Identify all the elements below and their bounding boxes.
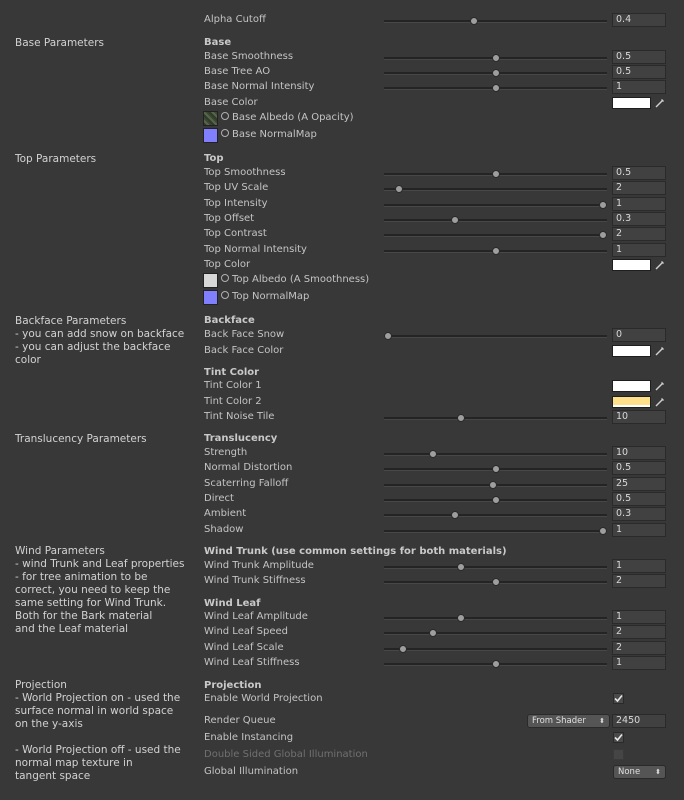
property-row-normal-distortion <box>0 461 684 476</box>
base-tree-ao-slider-track[interactable] <box>384 72 607 75</box>
description-line: Projection <box>15 679 67 691</box>
texture-slot-name: Top NormalMap <box>232 291 310 302</box>
property-row-global-illumination <box>0 765 684 780</box>
wind-leaf-amplitude-slider-track[interactable] <box>384 617 607 620</box>
property-row-top-intensity <box>0 197 684 212</box>
dropdown-value: From Shader <box>532 716 586 726</box>
property-label: Wind Trunk Amplitude <box>204 560 314 571</box>
property-label: Scaterring Falloff <box>204 478 289 489</box>
property-label: Back Face Color <box>204 345 284 356</box>
normal-distortion-slider-thumb[interactable] <box>492 465 500 473</box>
section-description-base <box>15 37 195 50</box>
description-line: surface normal in world space <box>15 705 174 717</box>
wind-leaf-stiffness-slider-thumb[interactable] <box>492 660 500 668</box>
property-row-wind-trunk-stiffness <box>0 574 684 589</box>
property-row-enable-instancing <box>0 731 684 746</box>
tint-noise-tile-slider-track[interactable] <box>384 417 607 420</box>
property-label: Render Queue <box>204 715 276 726</box>
property-row-tint-color-2 <box>0 395 684 410</box>
property-label: Top UV Scale <box>204 182 269 193</box>
property-row-back-face-snow <box>0 328 684 343</box>
wind-leaf-amplitude-slider-thumb[interactable] <box>457 614 465 622</box>
tint-color-1-swatch[interactable] <box>612 380 651 392</box>
object-picker-icon[interactable] <box>221 112 229 120</box>
property-label: Double Sided Global Illumination <box>204 749 368 760</box>
property-label: Top Normal Intensity <box>204 244 307 255</box>
wind-trunk-stiffness-value-field[interactable]: 2 <box>612 574 666 588</box>
property-row-wind-leaf-stiffness <box>0 656 684 671</box>
section-description-top <box>15 153 195 166</box>
direct-slider-track[interactable] <box>384 499 607 502</box>
property-label: Alpha Cutoff <box>204 14 266 25</box>
alpha-bar <box>613 405 650 407</box>
description-line: - wind Trunk and Leaf properties <box>15 558 185 570</box>
alpha-cutoff-slider-track[interactable] <box>384 20 607 23</box>
property-row-render-queue <box>0 714 684 729</box>
description-line: Base Parameters <box>15 37 105 49</box>
render-queue-value-field[interactable]: 2450 <box>612 714 666 728</box>
group-header-projection: Projection <box>204 680 262 691</box>
description-line: normal map texture in <box>15 757 133 769</box>
eyedropper-icon[interactable] <box>654 380 666 392</box>
object-picker-icon[interactable] <box>221 129 229 137</box>
wind-leaf-stiffness-value-field[interactable]: 1 <box>612 656 666 670</box>
direct-value-field[interactable]: 0.5 <box>612 492 666 506</box>
property-row-base-color <box>0 96 684 111</box>
top-smoothness-slider-thumb[interactable] <box>492 170 500 178</box>
property-row-top-smoothness <box>0 166 684 181</box>
base-color-swatch[interactable] <box>612 97 651 109</box>
description-line: - you can add snow on backface <box>15 328 185 340</box>
back-face-color-swatch[interactable] <box>612 345 651 357</box>
texture-slot-label <box>221 274 369 285</box>
scaterring-falloff-slider-thumb[interactable] <box>489 481 497 489</box>
property-label: Strength <box>204 447 248 458</box>
description-line: Top Parameters <box>15 153 97 165</box>
wind-trunk-amplitude-value-field[interactable]: 1 <box>612 559 666 573</box>
enable-instancing-checkbox[interactable] <box>613 732 624 743</box>
property-label: Base Normal Intensity <box>204 81 315 92</box>
property-row-wind-leaf-scale <box>0 641 684 656</box>
top-intensity-value-field[interactable]: 1 <box>612 197 666 211</box>
property-row-ambient <box>0 507 684 522</box>
property-row-base-albedo-a-opacity <box>0 111 684 126</box>
property-label: Tint Noise Tile <box>204 411 275 422</box>
texture-slot-label <box>221 291 309 302</box>
ambient-slider-track[interactable] <box>384 514 607 517</box>
property-label: Base Smoothness <box>204 51 294 62</box>
property-row-enable-world-projection <box>0 692 684 707</box>
wind-leaf-amplitude-value-field[interactable]: 1 <box>612 610 666 624</box>
property-label: Top Smoothness <box>204 167 286 178</box>
wind-trunk-amplitude-slider-track[interactable] <box>384 566 607 569</box>
global-illumination-dropdown[interactable] <box>613 765 666 779</box>
group-header-wind-trunk: Wind Trunk (use common settings for both materials) <box>204 546 507 557</box>
property-row-top-normal-intensity <box>0 243 684 258</box>
property-row-double-sided-global-illumination <box>0 748 684 763</box>
base-normal-intensity-slider-track[interactable] <box>384 87 607 90</box>
property-row-top-offset <box>0 212 684 227</box>
property-row-tint-color-1 <box>0 379 684 394</box>
group-header-top: Top <box>204 153 224 164</box>
top-contrast-slider-track[interactable] <box>384 234 607 237</box>
property-row-top-uv-scale <box>0 181 684 196</box>
property-label: Wind Leaf Stiffness <box>204 657 300 668</box>
wind-leaf-speed-slider-thumb[interactable] <box>429 629 437 637</box>
strength-slider-track[interactable] <box>384 453 607 456</box>
top-smoothness-slider-track[interactable] <box>384 173 607 176</box>
base-normal-intensity-value-field[interactable]: 1 <box>612 80 666 94</box>
shadow-slider-thumb[interactable] <box>599 527 607 535</box>
property-row-direct <box>0 492 684 507</box>
top-contrast-value-field[interactable]: 2 <box>612 227 666 241</box>
wind-trunk-stiffness-slider-track[interactable] <box>384 581 607 584</box>
property-label: Top Intensity <box>204 198 268 209</box>
base-smoothness-slider-thumb[interactable] <box>492 54 500 62</box>
texture-slot-name: Base NormalMap <box>232 129 317 140</box>
alpha-bar <box>613 389 650 391</box>
wind-leaf-scale-value-field[interactable]: 2 <box>612 641 666 655</box>
bark-texture-icon[interactable] <box>203 111 218 126</box>
top-normal-intensity-slider-thumb[interactable] <box>492 247 500 255</box>
property-row-base-smoothness <box>0 50 684 65</box>
object-picker-icon[interactable] <box>221 291 229 299</box>
back-face-snow-slider-thumb[interactable] <box>384 332 392 340</box>
normal-distortion-value-field[interactable]: 0.5 <box>612 461 666 475</box>
description-line: and the Leaf material <box>15 623 129 635</box>
property-row-wind-leaf-amplitude <box>0 610 684 625</box>
property-row-alpha-cutoff <box>0 13 684 28</box>
render-queue-dropdown[interactable] <box>527 714 610 728</box>
description-line: Both for the Bark material <box>15 610 153 622</box>
chevron-updown-icon: ⬍ <box>599 717 605 725</box>
enable-world-projection-checkbox[interactable] <box>613 693 624 704</box>
top-normal-intensity-value-field[interactable]: 1 <box>612 243 666 257</box>
top-uv-scale-slider-track[interactable] <box>384 188 607 191</box>
eyedropper-icon[interactable] <box>654 97 666 109</box>
tint-color-2-swatch[interactable] <box>612 396 651 408</box>
strength-value-field[interactable]: 10 <box>612 446 666 460</box>
property-label: Shadow <box>204 524 244 535</box>
property-row-top-albedo-a-smoothness <box>0 273 684 288</box>
alpha-bar <box>613 268 650 270</box>
base-smoothness-slider-track[interactable] <box>384 57 607 60</box>
base-normal-intensity-slider-thumb[interactable] <box>492 84 500 92</box>
property-label: Enable Instancing <box>204 732 294 743</box>
property-row-base-tree-ao <box>0 65 684 80</box>
texture-slot-name: Base Albedo (A Opacity) <box>232 112 354 123</box>
top-contrast-slider-thumb[interactable] <box>599 231 607 239</box>
white-texture-icon[interactable] <box>203 273 218 288</box>
description-line: tangent space <box>15 770 91 782</box>
base-smoothness-value-field[interactable]: 0.5 <box>612 50 666 64</box>
tint-noise-tile-slider-thumb[interactable] <box>457 414 465 422</box>
description-line: Translucency Parameters <box>15 433 147 445</box>
description-line: - you can adjust the backface <box>15 341 171 353</box>
property-label: Tint Color 1 <box>204 380 262 391</box>
property-row-top-contrast <box>0 227 684 242</box>
wind-leaf-speed-slider-track[interactable] <box>384 632 607 635</box>
normal-distortion-slider-track[interactable] <box>384 468 607 471</box>
property-row-back-face-color <box>0 344 684 359</box>
property-row-top-color <box>0 258 684 273</box>
description-line: Wind Parameters <box>15 545 105 557</box>
property-label: Base Tree AO <box>204 66 271 77</box>
top-uv-scale-value-field[interactable]: 2 <box>612 181 666 195</box>
texture-slot-label <box>221 129 317 140</box>
section-description-translucency <box>15 433 195 446</box>
texture-slot-name: Top Albedo (A Smoothness) <box>232 274 370 285</box>
top-offset-value-field[interactable]: 0.3 <box>612 212 666 226</box>
property-row-base-normalmap <box>0 128 684 143</box>
description-line: correct, you need to keep the <box>15 584 171 596</box>
property-row-wind-leaf-speed <box>0 625 684 640</box>
property-label: Wind Leaf Speed <box>204 626 289 637</box>
texture-slot-label <box>221 112 354 123</box>
group-header-wind-leaf: Wind Leaf <box>204 598 261 609</box>
double-sided-global-illumination-checkbox <box>613 749 624 760</box>
property-label: Wind Leaf Scale <box>204 642 284 653</box>
alpha-cutoff-slider-thumb[interactable] <box>470 17 478 25</box>
top-offset-slider-track[interactable] <box>384 219 607 222</box>
wind-leaf-speed-value-field[interactable]: 2 <box>612 625 666 639</box>
back-face-snow-value-field[interactable]: 0 <box>612 328 666 342</box>
property-row-strength <box>0 446 684 461</box>
description-line: color <box>15 354 41 366</box>
top-offset-slider-thumb[interactable] <box>451 216 459 224</box>
back-face-snow-slider-track[interactable] <box>384 335 607 338</box>
property-label: Wind Leaf Amplitude <box>204 611 308 622</box>
property-label: Back Face Snow <box>204 329 285 340</box>
scaterring-falloff-value-field[interactable]: 25 <box>612 477 666 491</box>
property-label: Wind Trunk Stiffness <box>204 575 306 586</box>
top-intensity-slider-track[interactable] <box>384 204 607 207</box>
direct-slider-thumb[interactable] <box>492 496 500 504</box>
alpha-bar <box>613 354 650 356</box>
top-smoothness-value-field[interactable]: 0.5 <box>612 166 666 180</box>
group-header-base: Base <box>204 37 232 48</box>
group-header-backface: Backface <box>204 315 255 326</box>
wind-leaf-stiffness-slider-track[interactable] <box>384 663 607 666</box>
chevron-updown-icon: ⬍ <box>655 768 661 776</box>
dropdown-value: None <box>618 767 641 777</box>
description-line: - World Projection on - used the <box>15 692 181 704</box>
base-tree-ao-slider-thumb[interactable] <box>492 69 500 77</box>
shadow-value-field[interactable]: 1 <box>612 523 666 537</box>
strength-slider-thumb[interactable] <box>429 450 437 458</box>
property-label: Top Offset <box>204 213 255 224</box>
property-label: Top Contrast <box>204 228 267 239</box>
base-tree-ao-value-field[interactable]: 0.5 <box>612 65 666 79</box>
object-picker-icon[interactable] <box>221 274 229 282</box>
eyedropper-icon[interactable] <box>654 345 666 357</box>
shadow-slider-track[interactable] <box>384 530 607 533</box>
property-label: Global Illumination <box>204 766 299 777</box>
top-normal-intensity-slider-track[interactable] <box>384 250 607 253</box>
wind-leaf-scale-slider-track[interactable] <box>384 648 607 651</box>
wind-trunk-amplitude-slider-thumb[interactable] <box>457 563 465 571</box>
normalmap-texture-icon[interactable] <box>203 128 218 143</box>
description-line: same setting for Wind Trunk. <box>15 597 167 609</box>
description-line: Backface Parameters <box>15 315 127 327</box>
description-line: - for tree animation to be <box>15 571 148 583</box>
description-line: on the y-axis <box>15 718 83 730</box>
group-header-translucency: Translucency <box>204 433 278 444</box>
property-row-top-normalmap <box>0 290 684 305</box>
top-intensity-slider-thumb[interactable] <box>599 201 607 209</box>
property-label: Enable World Projection <box>204 693 323 704</box>
property-row-base-normal-intensity <box>0 80 684 95</box>
eyedropper-icon[interactable] <box>654 396 666 408</box>
property-label: Tint Color 2 <box>204 396 262 407</box>
wind-trunk-stiffness-slider-thumb[interactable] <box>492 578 500 586</box>
wind-leaf-scale-slider-thumb[interactable] <box>399 645 407 653</box>
property-label: Direct <box>204 493 234 504</box>
property-label: Top Color <box>204 259 251 270</box>
property-row-scaterring-falloff <box>0 477 684 492</box>
normalmap-texture-icon[interactable] <box>203 290 218 305</box>
scaterring-falloff-slider-track[interactable] <box>384 484 607 487</box>
property-row-shadow <box>0 523 684 538</box>
tint-noise-tile-value-field[interactable]: 10 <box>612 410 666 424</box>
ambient-value-field[interactable]: 0.3 <box>612 507 666 521</box>
property-row-wind-trunk-amplitude <box>0 559 684 574</box>
top-uv-scale-slider-thumb[interactable] <box>395 185 403 193</box>
description-line: - World Projection off - used the <box>15 744 181 756</box>
property-label: Base Color <box>204 97 258 108</box>
property-row-tint-noise-tile <box>0 410 684 425</box>
group-header-tint-color: Tint Color <box>204 367 260 378</box>
property-label: Normal Distortion <box>204 462 293 473</box>
property-label: Ambient <box>204 508 247 519</box>
alpha-cutoff-value-field[interactable]: 0.4 <box>612 13 666 27</box>
top-color-swatch[interactable] <box>612 259 651 271</box>
ambient-slider-thumb[interactable] <box>451 511 459 519</box>
eyedropper-icon[interactable] <box>654 259 666 271</box>
alpha-bar <box>613 106 650 108</box>
